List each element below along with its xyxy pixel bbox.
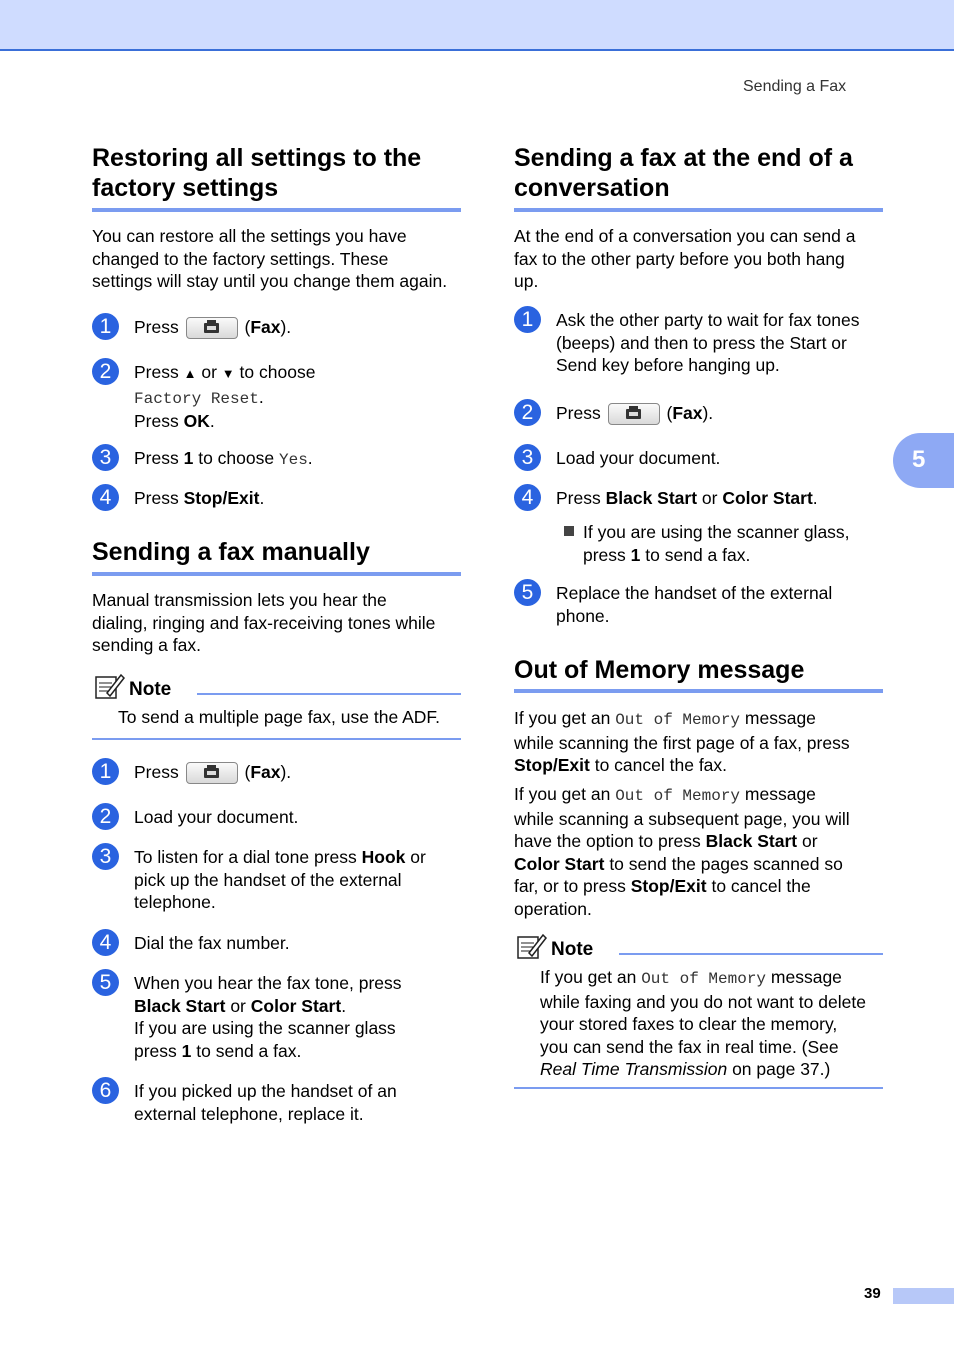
section-rule <box>92 572 461 576</box>
chapter-number: 5 <box>912 446 926 473</box>
fax-key-icon <box>186 317 238 339</box>
note-title: Note <box>551 939 594 960</box>
fax-key-icon <box>608 403 660 425</box>
section-rule <box>92 208 461 212</box>
section-rule <box>514 689 883 693</box>
page-number: 39 <box>864 1285 881 1302</box>
running-header: Sending a Fax <box>743 78 847 95</box>
note-title: Note <box>129 679 172 700</box>
memory-paragraph-2: If you get an Out of Memory message while scanning a subsequent page, you will have the option to press Black Start or Color Start to send the pages scanned so far, or to press Stop/Exit to cancel the operation. <box>514 784 850 919</box>
step-number: 3 <box>92 843 119 870</box>
conversation-title: Sending a fax at the end of a conversation <box>514 144 853 202</box>
manual-intro: Manual transmission lets you hear the dialing, ringing and fax-receiving tones while sending a fax. <box>92 590 436 655</box>
note-end-rule <box>514 1087 883 1089</box>
top-banner <box>0 0 954 51</box>
step-number: 4 <box>514 484 541 511</box>
fax-key-icon <box>186 762 238 784</box>
step-number: 1 <box>514 306 541 333</box>
note-end-rule <box>92 738 461 740</box>
step-number: 1 <box>92 313 119 340</box>
step-number: 4 <box>92 484 119 511</box>
manual-title: Sending a fax manually <box>92 538 370 566</box>
step-number: 2 <box>514 399 541 426</box>
page-number-bar <box>893 1288 954 1304</box>
note-rule <box>619 953 883 955</box>
note-pencil-icon <box>517 932 547 960</box>
step-number: 4 <box>92 929 119 956</box>
up-arrow-icon: ▲ <box>183 366 197 381</box>
note-pencil-icon <box>95 672 125 700</box>
step-number: 5 <box>514 579 541 606</box>
step-number: 2 <box>92 803 119 830</box>
conversation-intro: At the end of a conversation you can send a fax to the other party before you both hang up. <box>514 226 856 291</box>
note-text: To send a multiple page fax, use the ADF. <box>118 707 440 727</box>
step-number: 3 <box>514 444 541 471</box>
step-number: 6 <box>92 1077 119 1104</box>
section-rule <box>514 208 883 212</box>
down-arrow-icon: ▼ <box>221 366 235 381</box>
note-rule <box>197 693 461 695</box>
restore-title: Restoring all settings to the factory settings <box>92 144 422 202</box>
bullet-square <box>564 526 574 536</box>
memory-note-text: If you get an Out of Memory message while faxing and you do not want to delete your stored faxes to clear the memory, you can send the fax in real time. (See Real Time Transmission on page 37.) <box>540 967 866 1079</box>
step-number: 1 <box>92 758 119 785</box>
conversation-step-4-bullet: If you are using the scanner glass, press 1 to send a fax. <box>583 522 850 565</box>
lcd-text: Factory Reset <box>134 389 259 408</box>
memory-title: Out of Memory message <box>514 656 805 684</box>
memory-paragraph-1: If you get an Out of Memory message while scanning the first page of a fax, press Stop/Exit to cancel the fax. <box>514 708 850 775</box>
restore-intro: You can restore all the settings you have changed to the factory settings. These settings will stay until you change them again. <box>92 226 448 291</box>
step-number: 5 <box>92 969 119 996</box>
step-number: 3 <box>92 444 119 471</box>
lcd-text: Yes <box>278 451 308 469</box>
chapter-tab <box>893 433 954 488</box>
step-number: 2 <box>92 358 119 385</box>
